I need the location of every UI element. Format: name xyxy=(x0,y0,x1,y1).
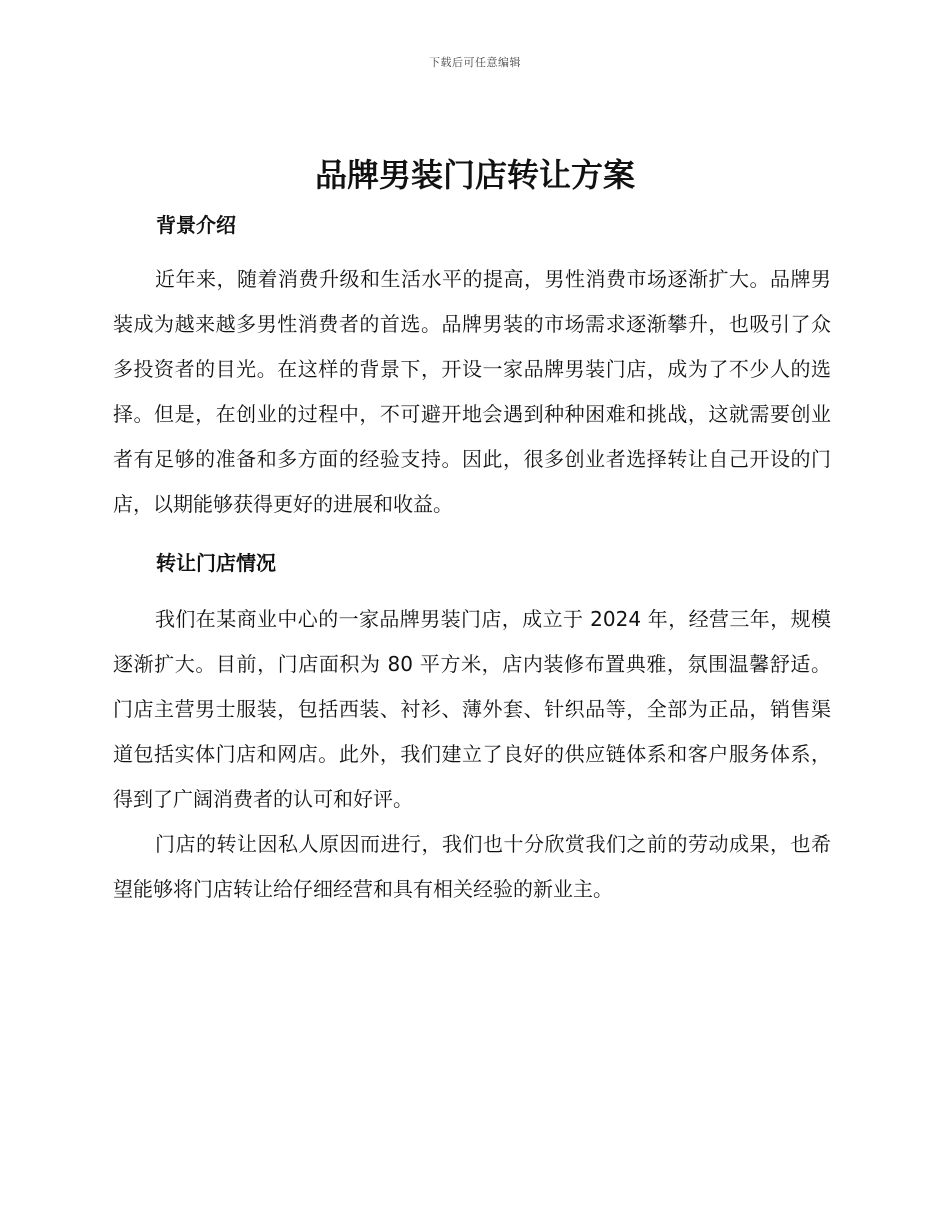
document-title: 品牌男装门店转让方案 xyxy=(314,156,635,194)
section-heading-store-status: 转让门店情况 xyxy=(156,551,276,575)
paragraph-transfer-reason: 门店的转让因私人原因而进行，我们也十分欣赏我们之前的劳动成果，也希望能够将门店转让给仔细经营和具有相关经验的新业主。 xyxy=(113,832,831,901)
paragraph-background: 近年来，随着消费升级和生活水平的提高，男性消费市场逐渐扩大。品牌男装成为越来越多男性消费者的首选。品牌男装的市场需求逐渐攀升，也吸引了众多投资者的目光。在这样的背景下，开设一家品牌男装门店，成为了不少人的选择。但是，在创业的过程中，不可避开地会遇到种种困难和挑战，这就需要创业者有足够的准备和多方面的经验支持。因此，很多创业者选择转让自己开设的门店，以期能够获得更好的进展和收益。 xyxy=(113,267,831,516)
paragraph-store-status: 我们在某商业中心的一家品牌男装门店，成立于 2024 年，经营三年，规模逐渐扩大。目前，门店面积为 80 平方米，店内装修布置典雅，氛围温馨舒适。门店主营男士服装，包括西装、衬衫、薄外套、针织品等，全部为正品，销售渠道包括实体门店和网店。此外，我们建立了良好的供应链体系和客户服务体系，得到了广阔消费者的认可和好评。 xyxy=(113,607,831,811)
header-note: 下载后可任意编辑 xyxy=(429,56,521,69)
section-heading-background: 背景介绍 xyxy=(156,213,236,237)
